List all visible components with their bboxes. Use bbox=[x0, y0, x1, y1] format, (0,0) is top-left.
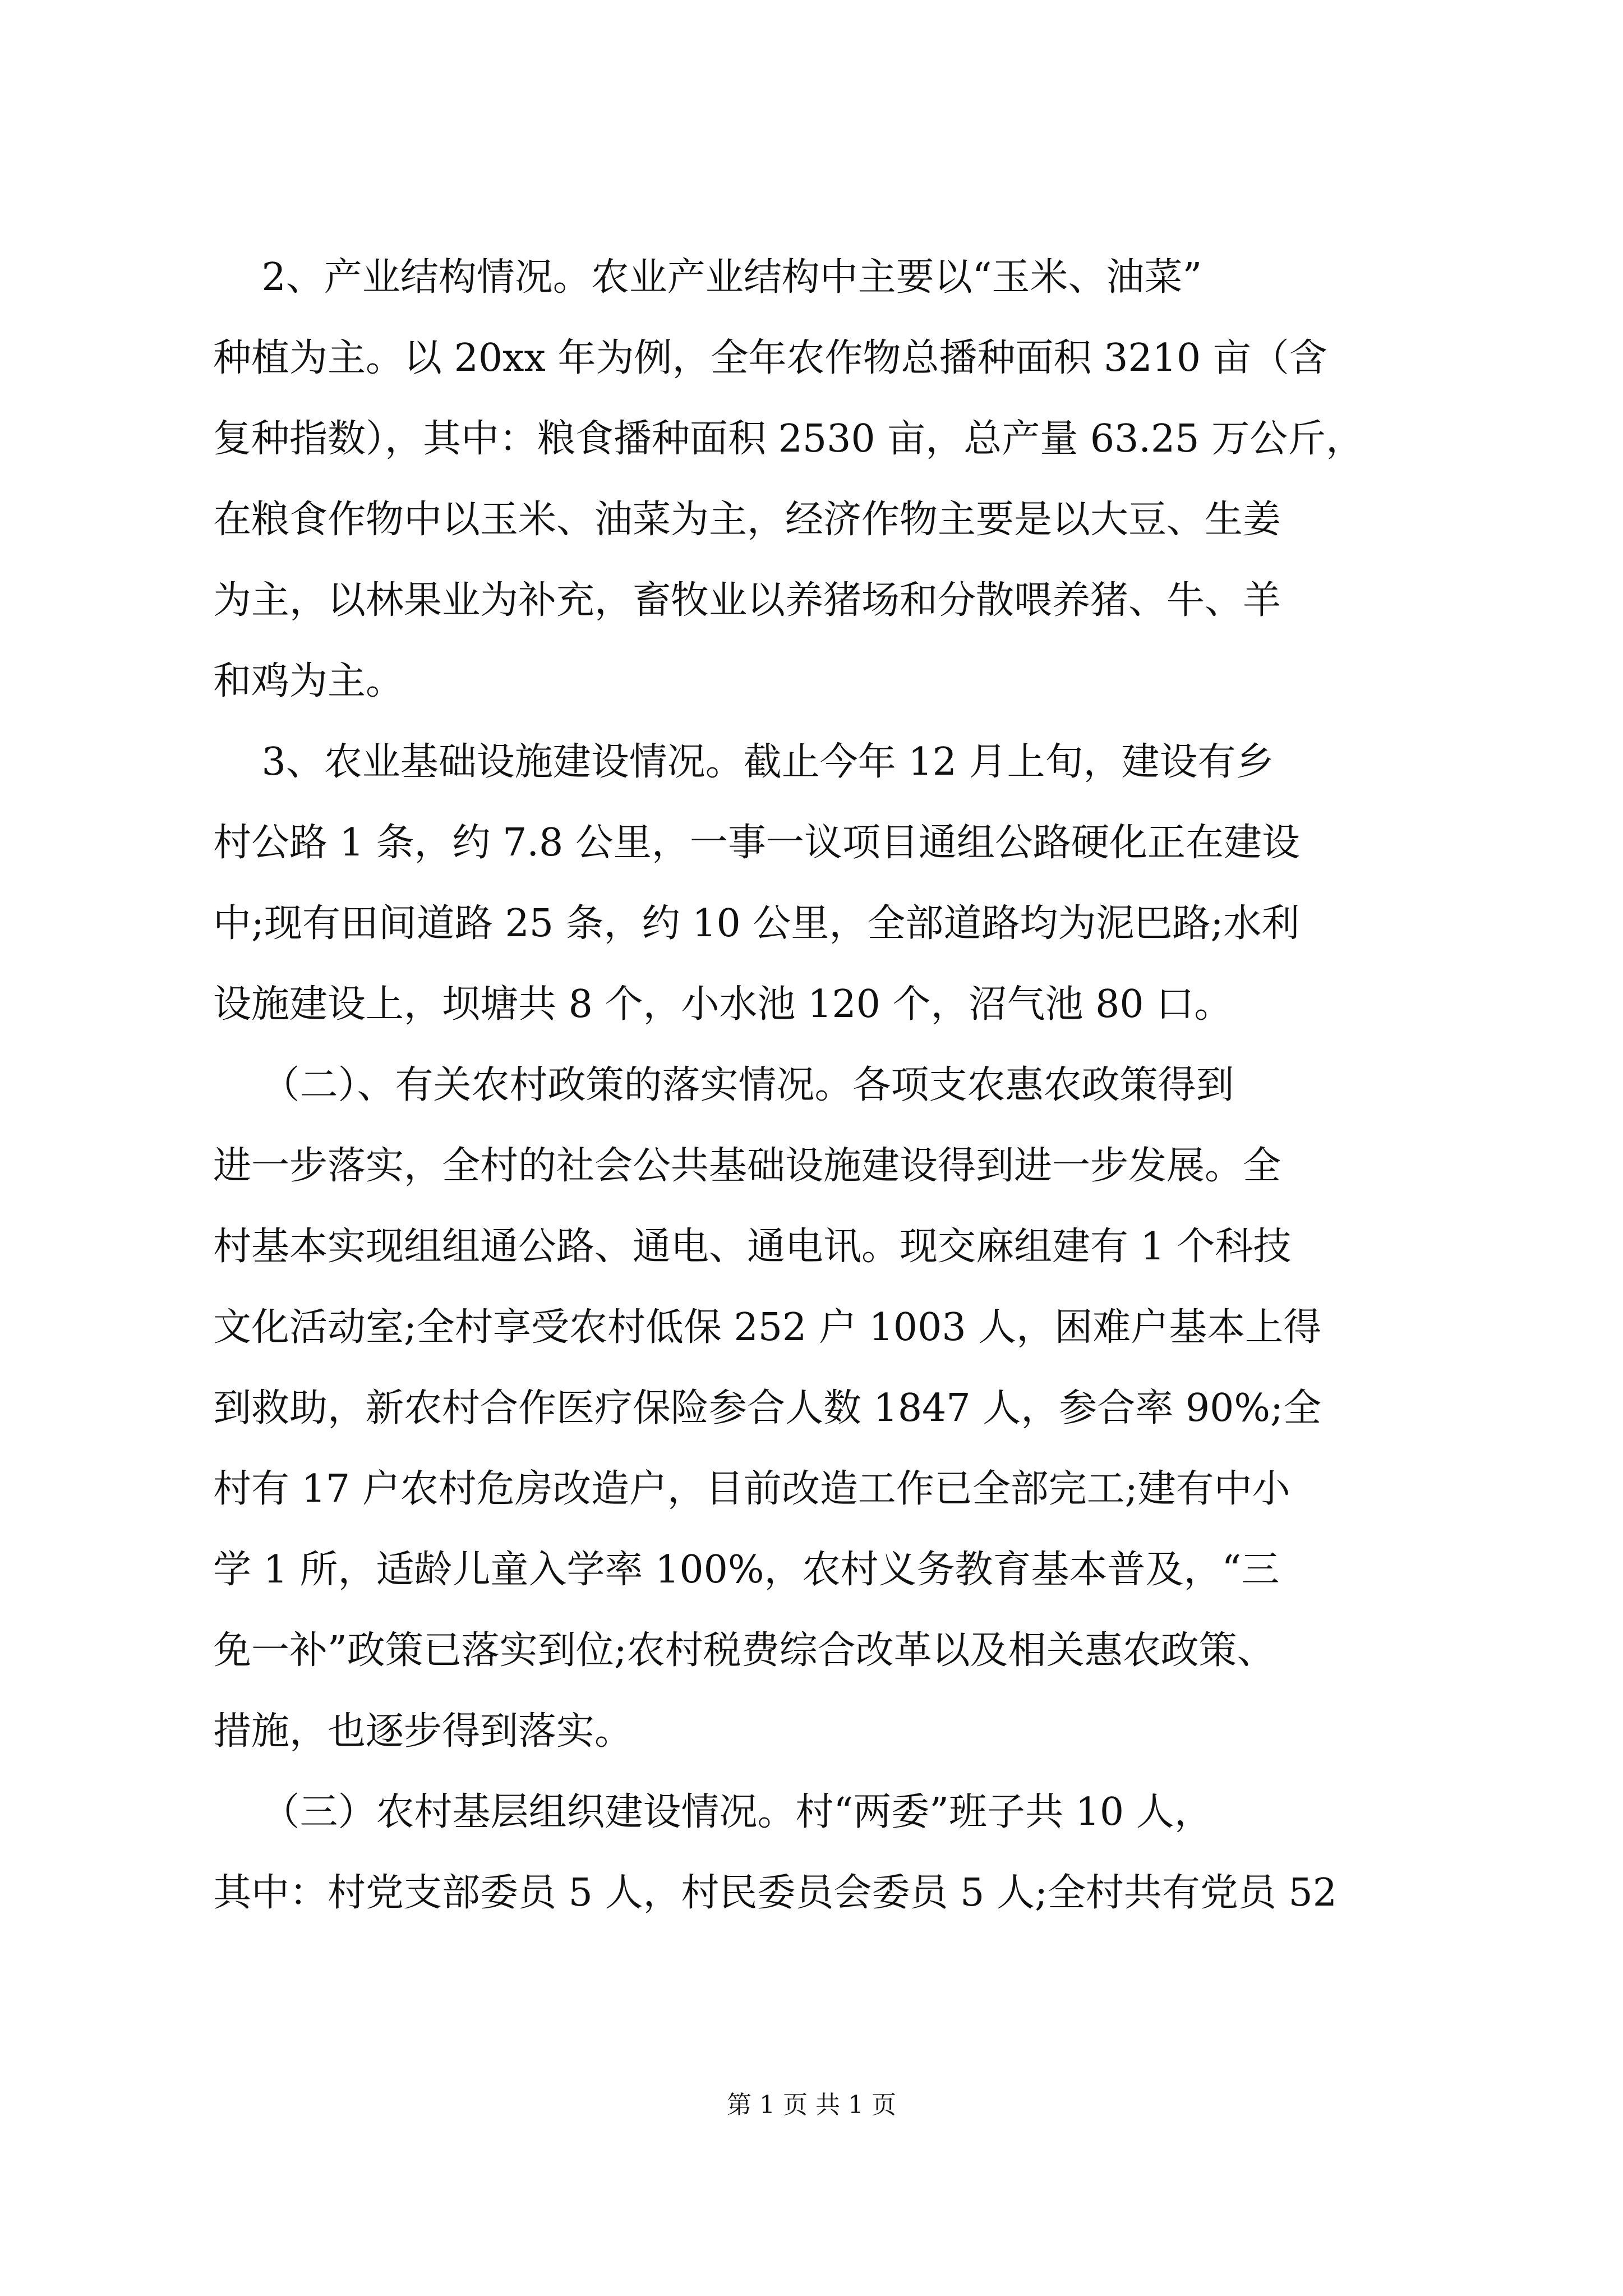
text-line: 其中：村党支部委员 5 人，村民委员会委员 5 人;全村共有党员 52 bbox=[213, 1871, 1338, 1915]
text-line: （三）农村基层组织建设情况。村“两委”班子共 10 人， bbox=[213, 1790, 1212, 1834]
text-line: 学 1 所，适龄儿童入学率 100%，农村义务教育基本普及，“三 bbox=[213, 1548, 1280, 1592]
text-line: 免一补”政策已落实到位;农村税费综合改革以及相关惠农政策、 bbox=[213, 1628, 1275, 1673]
text-line: 村基本实现组组通公路、通电、通电讯。现交麻组建有 1 个科技 bbox=[213, 1225, 1292, 1269]
text-line: 中;现有田间道路 25 条，约 10 公里，全部道路均为泥巴路;水利 bbox=[213, 901, 1300, 946]
page-footer: 第 1 页 共 1 页 bbox=[727, 2091, 896, 2119]
text-line: 3、农业基础设施建设情况。截止今年 12 月上旬，建设有乡 bbox=[213, 740, 1274, 784]
text-line: （二）、有关农村政策的落实情况。各项支农惠农政策得到 bbox=[213, 1063, 1234, 1107]
text-line: 村有 17 户农村危房改造户，目前改造工作已全部完工;建有中小 bbox=[213, 1467, 1290, 1511]
text-line: 设施建设上，坝塘共 8 个，小水池 120 个，沼气池 80 口。 bbox=[213, 982, 1233, 1027]
text-line: 村公路 1 条，约 7.8 公里，一事一议项目通组公路硬化正在建设 bbox=[213, 821, 1300, 865]
text-line: 文化活动室;全村享受农村低保 252 户 1003 人，困难户基本上得 bbox=[213, 1305, 1322, 1350]
text-line: 措施，也逐步得到落实。 bbox=[213, 1709, 633, 1754]
text-line: 复种指数），其中：粮食播种面积 2530 亩，总产量 63.25 万公斤， bbox=[213, 417, 1364, 461]
text-line: 2、产业结构情况。农业产业结构中主要以“玉米、油菜” bbox=[213, 255, 1202, 300]
text-line: 种植为主。以 20xx 年为例，全年农作物总播种面积 3210 亩（含 bbox=[213, 336, 1327, 380]
text-line: 到救助，新农村合作医疗保险参合人数 1847 人，参合率 90%;全 bbox=[213, 1386, 1321, 1430]
text-line: 在粮食作物中以玉米、油菜为主，经济作物主要是以大豆、生姜 bbox=[213, 498, 1281, 542]
text-line: 和鸡为主。 bbox=[213, 659, 404, 703]
text-line: 进一步落实，全村的社会公共基础设施建设得到进一步发展。全 bbox=[213, 1144, 1281, 1188]
text-line: 为主，以林果业为补充，畜牧业以养猪场和分散喂养猪、牛、羊 bbox=[213, 578, 1281, 623]
